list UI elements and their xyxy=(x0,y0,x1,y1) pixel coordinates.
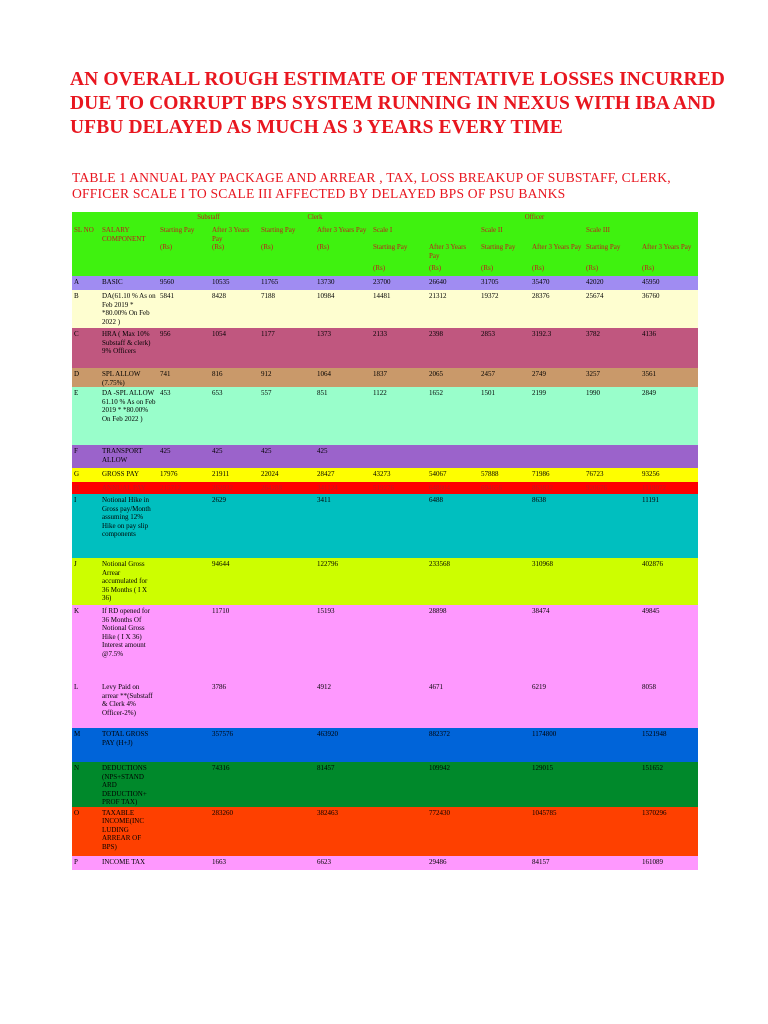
row-value: 741 xyxy=(158,368,210,387)
row-value: 816 xyxy=(210,368,259,387)
row-value: 215712 xyxy=(158,482,210,494)
table-row xyxy=(72,494,698,558)
row-value xyxy=(479,605,530,681)
row-value: 310968 xyxy=(530,558,584,605)
row-label: DA -SPL ALLOW 61.10 % As on Feb 2019 * *80.00% On Feb 2022 ) xyxy=(100,387,158,445)
row-label: SPL ALLOW (7.75%) xyxy=(100,368,158,387)
row-value: 74316 xyxy=(210,762,259,807)
row-value xyxy=(479,558,530,605)
row-value xyxy=(479,681,530,728)
row-value xyxy=(158,494,210,558)
row-value xyxy=(259,605,315,681)
row-value xyxy=(371,681,427,728)
row-sl: O xyxy=(72,807,100,856)
row-value xyxy=(371,856,427,870)
row-value xyxy=(584,807,640,856)
row-value: 382463 xyxy=(315,807,371,856)
row-value: 453 xyxy=(158,387,210,445)
row-value: 1174800 xyxy=(530,728,584,762)
row-label: INCOME TAX xyxy=(100,856,158,870)
header-unit: (Rs) xyxy=(427,262,479,276)
row-value: 3257 xyxy=(584,368,640,387)
header-substaff-starting: Starting Pay (Rs) xyxy=(158,224,210,262)
row-value: 4912 xyxy=(315,681,371,728)
row-value: 28376 xyxy=(530,290,584,328)
row-value xyxy=(479,807,530,856)
row-value: 863832 xyxy=(530,482,584,494)
row-value: 11191 xyxy=(640,494,698,558)
row-value: 6219 xyxy=(530,681,584,728)
row-value: 71986 xyxy=(530,468,584,482)
row-value: 8058 xyxy=(640,681,698,728)
row-value: 23700 xyxy=(371,276,427,290)
row-value: 42020 xyxy=(584,276,640,290)
row-value: 912 xyxy=(259,368,315,387)
row-value: 341124 xyxy=(315,482,371,494)
row-value: 653 xyxy=(210,387,259,445)
row-value: 283260 xyxy=(210,807,259,856)
table-row xyxy=(72,328,698,368)
row-label: TRANSPORT ALLOW xyxy=(100,445,158,468)
row-value: 151652 xyxy=(640,762,698,807)
row-value: 122796 xyxy=(315,558,371,605)
header-unit: (Rs) xyxy=(371,262,427,276)
row-value xyxy=(259,558,315,605)
row-value: 3782 xyxy=(584,328,640,368)
row-value: 43273 xyxy=(371,468,427,482)
row-sl: F xyxy=(72,445,100,468)
row-value: 13730 xyxy=(315,276,371,290)
row-sl: L xyxy=(72,681,100,728)
row-value: 463920 xyxy=(315,728,371,762)
row-label: Notional Hike in Gross pay/Month assuming 12% Hike on pay slip components xyxy=(100,494,158,558)
row-value: 1990 xyxy=(584,387,640,445)
row-value: 28427 xyxy=(315,468,371,482)
row-value xyxy=(371,728,427,762)
row-value: 19372 xyxy=(479,290,530,328)
row-value xyxy=(427,445,479,468)
row-value: 1370296 xyxy=(640,807,698,856)
row-value: 11710 xyxy=(210,605,259,681)
row-value xyxy=(584,856,640,870)
row-value: 5841 xyxy=(158,290,210,328)
row-value xyxy=(584,762,640,807)
row-sl: N xyxy=(72,762,100,807)
table-row xyxy=(72,276,698,290)
row-value: 1652 xyxy=(427,387,479,445)
row-value: 36760 xyxy=(640,290,698,328)
table-row xyxy=(72,445,698,468)
header-sl-no: SL NO xyxy=(72,224,100,262)
row-value: 54067 xyxy=(427,468,479,482)
header-scale1-starting: Scale I Starting Pay xyxy=(371,224,427,262)
row-value xyxy=(158,762,210,807)
header-substaff: Substaff xyxy=(158,212,259,224)
row-sl: M xyxy=(72,728,100,762)
row-value: 93256 xyxy=(640,468,698,482)
row-value xyxy=(371,605,427,681)
row-value: 3411 xyxy=(315,494,371,558)
table-row xyxy=(72,290,698,328)
row-value xyxy=(371,494,427,558)
header-clerk: Clerk xyxy=(259,212,371,224)
row-value xyxy=(479,494,530,558)
row-value: 129015 xyxy=(530,762,584,807)
row-value xyxy=(479,856,530,870)
row-sl: B xyxy=(72,290,100,328)
row-value: 14481 xyxy=(371,290,427,328)
row-value: 109942 xyxy=(427,762,479,807)
row-value: 1064 xyxy=(315,368,371,387)
header-scale1-after3: After 3 Years Pay xyxy=(427,224,479,262)
row-value xyxy=(371,807,427,856)
row-value: 2629 xyxy=(210,494,259,558)
row-value xyxy=(584,558,640,605)
row-sl: C xyxy=(72,328,100,368)
row-value: 956 xyxy=(158,328,210,368)
row-value xyxy=(479,728,530,762)
row-value xyxy=(158,807,210,856)
row-value xyxy=(158,605,210,681)
header-unit: (Rs) xyxy=(479,262,530,276)
row-value: 1663 xyxy=(210,856,259,870)
row-value: 38474 xyxy=(530,605,584,681)
row-sl: I xyxy=(72,494,100,558)
row-value: 15193 xyxy=(315,605,371,681)
row-label: DEDUCTIONS (NPS+STAND ARD DEDUCTION+ PROF TAX) xyxy=(100,762,158,807)
row-value: 2853 xyxy=(479,328,530,368)
table-row xyxy=(72,605,698,681)
row-value: 57888 xyxy=(479,468,530,482)
row-value: 1122 xyxy=(371,387,427,445)
row-value: 2065 xyxy=(427,368,479,387)
row-sl: J xyxy=(72,558,100,605)
row-value: 76723 xyxy=(584,468,640,482)
row-value: 920676 xyxy=(584,482,640,494)
row-value: 9560 xyxy=(158,276,210,290)
row-value: 2749 xyxy=(530,368,584,387)
row-value: 425 xyxy=(158,445,210,468)
row-value: 29486 xyxy=(427,856,479,870)
row-value: 6488 xyxy=(427,494,479,558)
row-value: 425 xyxy=(315,445,371,468)
pay-breakup-table xyxy=(72,212,698,870)
row-value: 49845 xyxy=(640,605,698,681)
row-label: Notional Gross Arrear accumulated for 36 Months ( I X 36) xyxy=(100,558,158,605)
row-sl: D xyxy=(72,368,100,387)
table-row xyxy=(72,681,698,728)
row-value: 557 xyxy=(259,387,315,445)
table-row xyxy=(72,728,698,762)
header-unit: (Rs) xyxy=(584,262,640,276)
row-value: 4136 xyxy=(640,328,698,368)
row-value: 1177 xyxy=(259,328,315,368)
row-value xyxy=(259,762,315,807)
row-value xyxy=(158,856,210,870)
row-value xyxy=(158,558,210,605)
table-caption: TABLE 1 ANNUAL PAY PACKAGE AND ARREAR , TAX, LOSS BREAKUP OF SUBSTAFF, CLERK, OFFICER SCALE I TO SCALE III AFFECTED BY DELAYED BPS OF PSU BANKS xyxy=(72,170,671,201)
row-value: 35470 xyxy=(530,276,584,290)
row-value: 2849 xyxy=(640,387,698,445)
row-value xyxy=(584,681,640,728)
header-scale3-after3: After 3 Years Pay xyxy=(640,224,698,262)
row-value: 7188 xyxy=(259,290,315,328)
row-value xyxy=(371,445,427,468)
row-value: 81457 xyxy=(315,762,371,807)
row-value: 262932 xyxy=(210,482,259,494)
row-value: 425 xyxy=(259,445,315,468)
row-value: 233568 xyxy=(427,558,479,605)
row-value: 1054 xyxy=(210,328,259,368)
row-value: 21312 xyxy=(427,290,479,328)
row-value: 10984 xyxy=(315,290,371,328)
row-value: 1373 xyxy=(315,328,371,368)
row-value xyxy=(371,558,427,605)
row-value xyxy=(584,445,640,468)
row-value: 402876 xyxy=(640,558,698,605)
row-value: 3786 xyxy=(210,681,259,728)
row-label: TOTAL GROSS PAY (H+J) xyxy=(100,728,158,762)
row-value: 161089 xyxy=(640,856,698,870)
row-value: 84157 xyxy=(530,856,584,870)
row-value: 851 xyxy=(315,387,371,445)
row-value: 2199 xyxy=(530,387,584,445)
row-value: 1501 xyxy=(479,387,530,445)
row-value: 772430 xyxy=(427,807,479,856)
row-value: 425 xyxy=(210,445,259,468)
table-row xyxy=(72,762,698,807)
table-row xyxy=(72,807,698,856)
row-value: 519276 xyxy=(371,482,427,494)
row-sl: A xyxy=(72,276,100,290)
row-value: 10535 xyxy=(210,276,259,290)
row-label: ANNUAL PAY xyxy=(100,482,158,494)
row-value xyxy=(371,762,427,807)
row-value: 2133 xyxy=(371,328,427,368)
row-value: 2398 xyxy=(427,328,479,368)
row-value: 26640 xyxy=(427,276,479,290)
row-label: DA(61.10 % As on Feb 2019 * *80.00% On Feb 2022 ) xyxy=(100,290,158,328)
row-value: 22024 xyxy=(259,468,315,482)
table-header xyxy=(72,212,698,276)
row-value: 3192.3 xyxy=(530,328,584,368)
table-row xyxy=(72,387,698,445)
table-row xyxy=(72,468,698,482)
row-sl: H xyxy=(72,482,100,494)
table-body xyxy=(72,276,698,870)
row-value: 1837 xyxy=(371,368,427,387)
row-value xyxy=(259,728,315,762)
row-value xyxy=(479,445,530,468)
row-value: 1521948 xyxy=(640,728,698,762)
page-title: AN OVERALL ROUGH ESTIMATE OF TENTATIVE LOSSES INCURRED DUE TO CORRUPT BPS SYSTEM RUNNING IN NEXUS WITH IBA AND UFBU DELAYED AS MUCH AS 3 YEARS EVERY TIME xyxy=(70,69,725,138)
row-value xyxy=(584,605,640,681)
row-value: 8638 xyxy=(530,494,584,558)
row-value xyxy=(158,681,210,728)
row-value xyxy=(259,807,315,856)
row-value: 28898 xyxy=(427,605,479,681)
row-value: 4671 xyxy=(427,681,479,728)
header-scale2-after3: After 3 Years Pay xyxy=(530,224,584,262)
table-row xyxy=(72,368,698,387)
header-scale2-starting: Scale II Starting Pay xyxy=(479,224,530,262)
header-officer: Officer xyxy=(371,212,698,224)
row-label: If RD opened for 36 Months Of Notional Gross Hike ( I X 36) Interest amount @7.5% xyxy=(100,605,158,681)
row-label: BASIC xyxy=(100,276,158,290)
row-value xyxy=(640,445,698,468)
row-sl: P xyxy=(72,856,100,870)
row-sl: K xyxy=(72,605,100,681)
row-value xyxy=(479,762,530,807)
row-value: 2457 xyxy=(479,368,530,387)
row-label: GROSS PAY xyxy=(100,468,158,482)
header-unit: (Rs) xyxy=(530,262,584,276)
row-value xyxy=(530,445,584,468)
row-label: Levy Paid on arrear **(Substaff & Clerk 4% Officer-2%) xyxy=(100,681,158,728)
row-value: 94644 xyxy=(210,558,259,605)
table-row xyxy=(72,482,698,494)
row-value: 8428 xyxy=(210,290,259,328)
row-value: 1045785 xyxy=(530,807,584,856)
row-value: 1119072 xyxy=(640,482,698,494)
table-row xyxy=(72,558,698,605)
row-value: 357576 xyxy=(210,728,259,762)
row-sl: G xyxy=(72,468,100,482)
header-clerk-starting: Starting Pay (Rs) xyxy=(259,224,315,262)
row-value xyxy=(259,494,315,558)
row-value: 21911 xyxy=(210,468,259,482)
row-label: HRA ( Max 10% Substaff & clerk) 9% Officers xyxy=(100,328,158,368)
row-value: 882372 xyxy=(427,728,479,762)
row-value: 694656 xyxy=(479,482,530,494)
row-sl: E xyxy=(72,387,100,445)
header-unit: (Rs) xyxy=(640,262,698,276)
row-value xyxy=(158,728,210,762)
row-value xyxy=(259,681,315,728)
header-clerk-after3: After 3 Years Pay (Rs) xyxy=(315,224,371,262)
row-value xyxy=(259,856,315,870)
row-value: 648804 xyxy=(427,482,479,494)
row-value: 11765 xyxy=(259,276,315,290)
header-substaff-after3: After 3 Years Pay (Rs) xyxy=(210,224,259,262)
row-value xyxy=(584,494,640,558)
row-value: 25674 xyxy=(584,290,640,328)
header-salary-component: SALARY COMPONENT xyxy=(100,224,158,262)
row-value: 31705 xyxy=(479,276,530,290)
table-row xyxy=(72,856,698,870)
row-value xyxy=(584,728,640,762)
row-value: 6623 xyxy=(315,856,371,870)
row-label: TAXABLE INCOME(INC LUDING ARREAR OF BPS) xyxy=(100,807,158,856)
row-value: 264288 xyxy=(259,482,315,494)
row-value: 3561 xyxy=(640,368,698,387)
header-scale3-starting: Scale III Starting Pay xyxy=(584,224,640,262)
row-value: 17976 xyxy=(158,468,210,482)
row-value: 45950 xyxy=(640,276,698,290)
